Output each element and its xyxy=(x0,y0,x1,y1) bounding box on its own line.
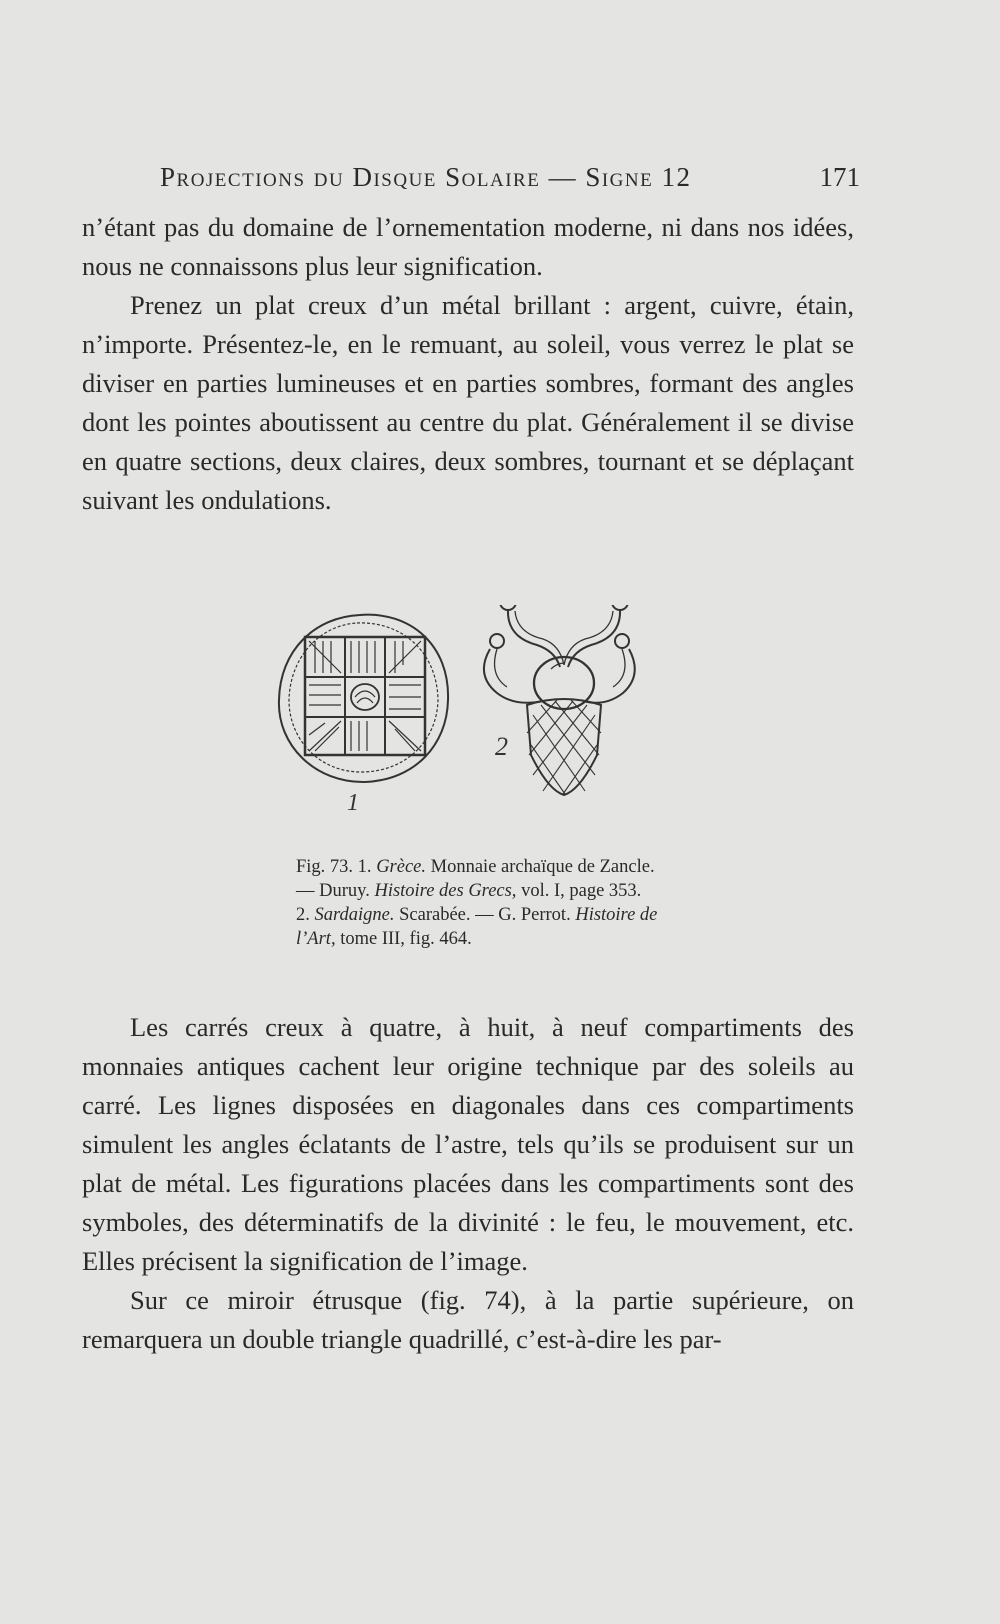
paragraph: Les carrés creux à quatre, à huit, à neuf compartiments des monnaies antiques cachent leur origine technique par des soleils au carré. Les lignes disposées en diagonales dans ces compartiments simulent les angles éclatants de l’astre, tels qu’ils se produisent sur un plat de métal. Les figurations placées dans les compartiments sont des symboles, des déterminatifs de la divinité : le feu, le mouvement, etc. Elles précisent la signification de l’image. xyxy=(82,1012,854,1276)
page-number: 171 xyxy=(819,162,860,192)
coin-illustration xyxy=(279,615,448,782)
caption-num-2: 2. xyxy=(296,905,310,925)
caption-place-1: Grèce. xyxy=(376,857,427,877)
figure-label-1: 1 xyxy=(347,790,359,816)
paragraph-continued: n’étant pas du domaine de l’ornementation moderne, ni dans nos idées, nous ne connaissons plus leur signification. xyxy=(82,212,854,281)
caption-desc-2: Scarabée. — G. Perrot. xyxy=(399,905,571,925)
caption-place-2: Sardaigne. xyxy=(314,905,395,925)
figure-73 xyxy=(275,605,675,855)
caption-work-1: Histoire des Grecs, xyxy=(374,881,517,901)
caption-work-2: Histoire de l’Art, xyxy=(296,905,658,949)
caption-ref-1: vol. I, page 353. xyxy=(521,881,642,901)
text-block-bottom xyxy=(82,1008,854,1359)
caption-desc-1: Monnaie archaïque de Zancle. — Duruy. xyxy=(296,857,655,901)
caption-ref-2: tome III, fig. 464. xyxy=(340,929,472,949)
text-block-top xyxy=(82,208,854,520)
figure-caption xyxy=(278,855,658,951)
paragraph: Sur ce miroir étrusque (fig. 74), à la partie supérieure, on remarquera un double triangle quadrillé, c’est-à-dire les par- xyxy=(82,1285,854,1354)
figure-label-2: 2 xyxy=(495,732,508,761)
scarab-illustration xyxy=(484,605,635,795)
paragraph: Prenez un plat creux d’un métal brillant : argent, cuivre, étain, n’importe. Présentez-le, en le remuant, au soleil, vous verrez le plat se diviser en parties lumineuses et en parties sombres, formant des angles dont les pointes aboutissent au centre du plat. Généralement il se divise en quatre sections, deux claires, deux sombres, tournant et se déplaçant suivant les ondulations. xyxy=(82,290,854,515)
caption-fig-ref: Fig. 73. 1. xyxy=(296,857,372,877)
running-header xyxy=(160,162,860,193)
running-title: Projections du Disque Solaire — Signe 12 xyxy=(160,162,692,192)
